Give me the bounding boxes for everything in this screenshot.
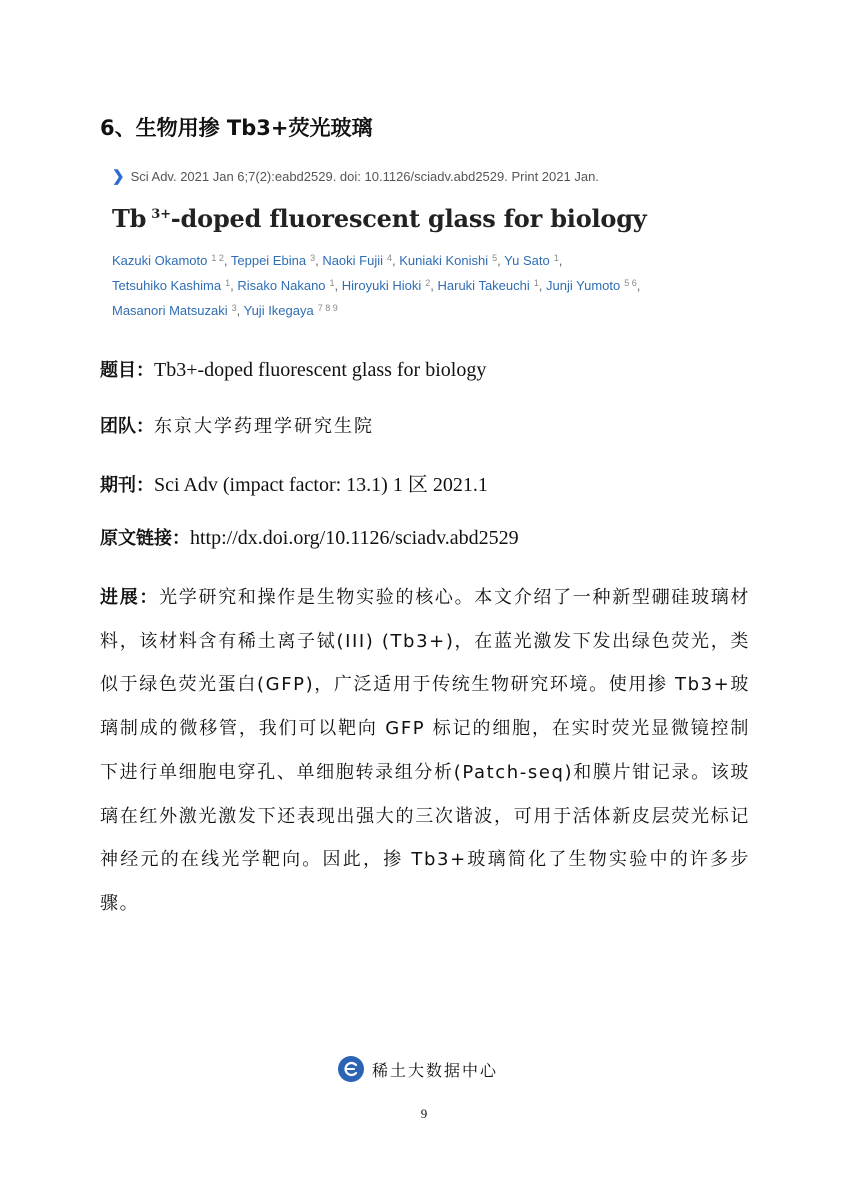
info-team: 团队：东京大学药理学研究生院 — [100, 416, 374, 437]
page-number: 9 — [420, 1106, 428, 1121]
author-link[interactable]: Risako Nakano $^1$ — [237, 278, 335, 293]
title-superscript: 3+ — [151, 207, 171, 222]
author-link[interactable]: Kazuki Okamoto $^{1 2}$ — [112, 253, 224, 268]
citation-line[interactable] — [112, 166, 752, 186]
author-link[interactable]: Naoki Fujii $^4$ — [322, 253, 393, 268]
paper-title — [112, 204, 752, 233]
title-rest: -doped fluorescent glass for biology — [170, 204, 647, 233]
author-link[interactable]: Masanori Matsuzaki $^3$ — [112, 303, 237, 318]
progress-label: 进展： — [100, 587, 160, 608]
section-heading: 6、生物用掺 Tb3+荧光玻璃 — [100, 116, 373, 140]
chevron-right-icon: ❯ — [112, 168, 125, 185]
doi-link[interactable]: http://dx.doi.org/10.1126/sciadv.abd2529 — [190, 527, 519, 549]
author-list: Kazuki Okamoto $^{1 2}$, Teppei Ebina $^3$, Naoki Fujii $^4$, Kuniaki Konishi $^5$, Yu Sato $^1$, Tetsuhiko Kashima $^1$, Risako Nakano $^1$, Hiroyuki Hioki $^2$, Haruki Takeuchi $^1$, Junji Yumoto $^{5 6}$, Masanori Matsuzaki $^3$, Yuji Ikegaya $^{7 8 9}$ — [112, 253, 641, 318]
progress-paragraph — [100, 576, 750, 926]
progress-text: 光学研究和操作是生物实验的核心。本文介绍了一种新型硼硅玻璃材料，该材料含有稀土离子铽(III) (Tb3+)，在蓝光激发下发出绿色荧光，类似于绿色荧光蛋白(GFP)，广泛适用于传统生物研究环境。使用掺 Tb3+玻璃制成的微移管，我们可以靶向 GFP 标记的细胞，在实时荧光显微镜控制下进行单细胞电穿孔、单细胞转录组分析(Patch-seq)和膜片钳记录。该玻璃在红外激光激发下还表现出强大的三次谐波，可用于活体新皮层荧光标记神经元的在线光学靶向。因此，掺 Tb3+玻璃简化了生物实验中的许多步骤。 — [100, 587, 750, 914]
logo-icon — [338, 1056, 364, 1082]
author-link[interactable]: Hiroyuki Hioki $^2$ — [341, 278, 431, 293]
info-title: 题目：Tb3+-doped fluorescent glass for biology — [100, 359, 487, 381]
title-main: Tb — [112, 204, 147, 233]
author-link[interactable]: Tetsuhiko Kashima $^1$ — [112, 278, 231, 293]
author-link[interactable]: Haruki Takeuchi $^1$ — [437, 278, 539, 293]
citation-text: Sci Adv. 2021 Jan 6;7(2):eabd2529. doi: 10.1126/sciadv.abd2529. Print 2021 Jan. — [130, 168, 599, 184]
author-link[interactable]: Yuji Ikegaya $^{7 8 9}$ — [243, 303, 338, 318]
paper-screenshot — [112, 166, 752, 322]
author-link[interactable]: Junji Yumoto $^{5 6}$ — [546, 278, 637, 293]
info-journal: 期刊：Sci Adv (impact factor: 13.1) 1 区 2021.1 — [100, 474, 488, 496]
footer-logo — [338, 1056, 498, 1082]
logo-text: 稀土大数据中心 — [372, 1060, 499, 1080]
author-link[interactable]: Kuniaki Konishi $^5$ — [399, 253, 498, 268]
author-link[interactable]: Teppei Ebina $^3$ — [230, 253, 316, 268]
author-link[interactable]: Yu Sato $^1$ — [504, 253, 559, 268]
info-link: 原文链接：http://dx.doi.org/10.1126/sciadv.abd2529 — [100, 527, 519, 549]
